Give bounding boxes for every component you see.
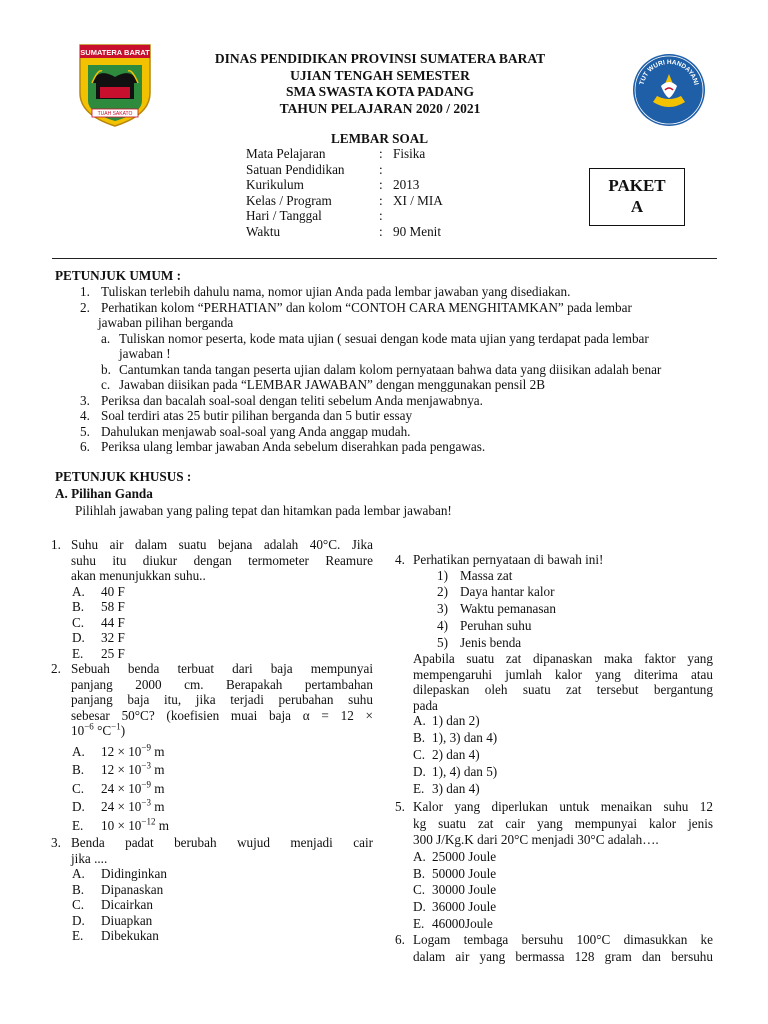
answer-option[interactable]: [395, 882, 713, 899]
question-line: [51, 851, 377, 867]
question-line: [51, 553, 377, 569]
answer-option[interactable]: [51, 760, 377, 779]
paket-box: [589, 168, 685, 226]
instruction-number: 2.: [80, 299, 90, 315]
question-text: panjang baja itu, jika terjadi perubahan suhu: [71, 692, 373, 707]
coefficient-close: ): [120, 723, 126, 738]
option-text: 36000 Joule: [432, 899, 497, 915]
specific-instructions-title: PETUNJUK KHUSUS :: [55, 469, 192, 484]
option-mantissa: 10 × 10: [101, 817, 142, 833]
general-instructions-title: PETUNJUK UMUM :: [55, 268, 181, 283]
question-text: 300 J/Kg.K dari 20°C menjadi 30°C adalah….: [413, 832, 659, 848]
option-letter: A.: [72, 583, 85, 599]
coefficient-exponent: −6: [84, 721, 94, 732]
info-row: [246, 193, 443, 209]
section-instruction: Pilihlah jawaban yang paling tepat dan hitamkan pada lembar jawaban!: [75, 503, 452, 518]
option-letter: C.: [72, 780, 85, 796]
info-value: XI / MIA: [393, 192, 443, 208]
option-letter: E.: [413, 781, 425, 797]
answer-option[interactable]: [395, 730, 713, 747]
instruction-item: [0, 284, 768, 300]
option-text: 1), 3) dan 4): [432, 730, 498, 746]
question-text: mempengaruhi jumlah kalor yang diterima atau: [413, 666, 713, 682]
svg-text:TUT WURI HANDAYANI: TUT WURI HANDAYANI: [638, 58, 700, 86]
statement-text: Massa zat: [460, 567, 513, 583]
answer-option[interactable]: [395, 899, 713, 916]
logo-banner-text: SUMATERA BARAT: [80, 48, 150, 57]
info-colon: :: [379, 161, 383, 177]
info-value: 2013: [393, 177, 420, 192]
option-exponent: −12: [141, 816, 156, 827]
info-label: Satuan Pendidikan: [246, 161, 345, 177]
option-text: Diuapkan: [101, 912, 153, 928]
question-line: [395, 552, 713, 568]
option-unit: m: [155, 817, 170, 833]
info-value: Fisika: [393, 146, 426, 161]
info-row: [246, 177, 443, 193]
instruction-item: [0, 393, 768, 409]
info-colon: :: [379, 208, 383, 223]
statement-text: Jenis benda: [460, 634, 522, 650]
option-letter: B.: [72, 881, 85, 897]
statement-number: 3): [437, 601, 448, 617]
header-divider: [52, 258, 717, 259]
option-text: Didinginkan: [101, 866, 167, 881]
question-line: [51, 568, 377, 584]
answer-option[interactable]: [51, 882, 377, 898]
question-line: [395, 799, 713, 816]
option-unit: m: [150, 743, 165, 759]
option-exponent: −3: [141, 797, 151, 808]
question-text: Suhu air dalam suatu bejana adalah 40°C. Jika: [71, 537, 373, 552]
option-letter: C.: [413, 747, 426, 763]
info-label: Waktu: [246, 223, 281, 239]
question-text: Sebuah benda terbuat dari baja mempunyai: [71, 661, 373, 676]
option-letter: C.: [72, 614, 85, 630]
option-text: 30000 Joule: [432, 882, 497, 898]
question-line: [51, 537, 377, 553]
option-text: [101, 781, 165, 797]
option-text: [101, 799, 165, 815]
paket-label: PAKET: [608, 176, 666, 195]
subject-info: [246, 146, 443, 239]
option-letter: D.: [72, 912, 85, 928]
instruction-item: [0, 439, 768, 455]
option-text: 50000 Joule: [432, 865, 497, 881]
instruction-item: [0, 377, 768, 393]
question-line: [395, 667, 713, 683]
option-text: Dipanaskan: [101, 881, 164, 897]
instruction-item: [0, 408, 768, 424]
question-number: 3.: [51, 835, 61, 850]
question-line: [51, 835, 377, 851]
option-letter: E.: [72, 928, 84, 943]
statement-item: [395, 618, 713, 635]
answer-option[interactable]: [51, 928, 377, 944]
answer-option[interactable]: [395, 764, 713, 781]
question-number: 5.: [395, 799, 405, 815]
option-text: 2) dan 4): [432, 747, 480, 763]
instruction-number: a.: [101, 330, 111, 346]
answer-option[interactable]: [51, 742, 377, 761]
option-letter: B.: [413, 730, 426, 746]
instruction-text: Perhatikan kolom “PERHATIAN” dan kolom “CONTOH CARA MENGHITAMKAN” pada lembar: [101, 299, 632, 315]
header-line-1: DINAS PENDIDIKAN PROVINSI SUMATERA BARAT: [214, 51, 546, 66]
paket-code: A: [630, 197, 644, 216]
question-line: [51, 661, 377, 677]
option-text: 58 F: [101, 599, 125, 614]
option-text: 46000Joule: [432, 915, 493, 931]
instruction-text-cont: jawaban pilihan berganda: [98, 315, 234, 330]
info-row: [246, 146, 443, 162]
instruction-item: [0, 424, 768, 440]
option-exponent: −3: [141, 760, 151, 771]
question-line: [71, 723, 377, 739]
answer-option[interactable]: [395, 713, 713, 730]
option-letter: A.: [72, 866, 85, 881]
question-text: akan menunjukkan suhu..: [71, 568, 206, 583]
option-text: 44 F: [101, 614, 125, 630]
question-number: 4.: [395, 552, 405, 567]
question-line: [395, 698, 713, 714]
question-text: Benda padat berubah wujud menjadi cair: [71, 835, 373, 850]
option-mantissa: 24 × 10: [101, 780, 142, 796]
question-line: [51, 708, 377, 724]
info-label: Kurikulum: [246, 177, 304, 192]
question-line: [395, 832, 713, 849]
option-letter: D.: [413, 899, 426, 915]
option-letter: B.: [72, 762, 85, 777]
logo-ribbon-text: TUAH SAKATO: [97, 111, 133, 117]
section-multiple-choice: A. Pilihan Ganda: [55, 486, 153, 501]
coefficient-base: 10: [71, 723, 85, 738]
question-number: 2.: [51, 661, 61, 676]
instruction-item: [0, 362, 768, 378]
answer-option[interactable]: [395, 866, 713, 883]
statement-number: 2): [437, 584, 448, 600]
answer-option[interactable]: [395, 849, 713, 866]
option-text: 40 F: [101, 583, 125, 599]
instruction-number: c.: [101, 377, 111, 392]
info-colon: :: [379, 192, 383, 208]
answer-option[interactable]: [51, 866, 377, 882]
info-row: [246, 224, 443, 240]
option-exponent: −9: [141, 779, 151, 790]
option-letter: E.: [413, 915, 425, 931]
statement-text: Waktu pemanasan: [460, 601, 556, 617]
option-mantissa: 12 × 10: [101, 762, 142, 777]
question-text: Perhatikan pernyataan di bawah ini!: [413, 552, 604, 567]
option-unit: m: [150, 780, 165, 796]
info-row: [246, 208, 443, 224]
question-text: Kalor yang diperlukan untuk menaikan suhu 12: [413, 799, 713, 815]
option-letter: C.: [413, 882, 426, 898]
option-letter: D.: [413, 764, 426, 780]
question-line: [395, 651, 713, 667]
answer-option[interactable]: [51, 599, 377, 615]
statement-item: [395, 584, 713, 601]
question-column-right: [395, 552, 713, 966]
instruction-number: 4.: [80, 408, 90, 423]
instruction-item: [0, 300, 768, 316]
option-exponent: −9: [141, 742, 151, 753]
question-text: kg suatu zat cair yang mempunyai kalor jenis: [413, 815, 713, 831]
question-line: [395, 949, 713, 966]
instruction-number: b.: [101, 361, 111, 377]
header-line-4: TAHUN PELAJARAN 2020 / 2021: [279, 100, 481, 116]
option-text: 1) dan 2): [432, 713, 480, 729]
option-letter: C.: [72, 897, 85, 912]
question-line: [51, 692, 377, 708]
statement-item: [395, 601, 713, 618]
info-label: Kelas / Program: [246, 192, 332, 208]
option-letter: B.: [72, 599, 85, 614]
question-text: pada: [413, 697, 438, 713]
instruction-text: Cantumkan tanda tangan peserta ujian dalam kolom pernyataan bahwa data yang diisikan adalah benar: [119, 361, 662, 377]
option-text: [101, 818, 169, 834]
info-label: Mata Pelajaran: [246, 146, 326, 161]
statement-number: 1): [437, 567, 448, 583]
instruction-number: 5.: [80, 423, 90, 439]
option-text: 1), 4) dan 5): [432, 764, 498, 780]
option-text: [101, 744, 165, 760]
question-number: 1.: [51, 537, 61, 552]
info-label: Hari / Tanggal: [246, 208, 322, 223]
instruction-text: Tuliskan terlebih dahulu nama, nomor ujian Anda pada lembar jawaban yang disediakan.: [101, 284, 571, 299]
question-text: jika ....: [71, 850, 108, 866]
question-text: panjang 2000 cm. Berapakah pertambahan: [71, 676, 373, 692]
answer-option[interactable]: [51, 646, 377, 662]
question-text: Apabila suatu zat dipanaskan maka faktor yang: [413, 651, 713, 667]
header-line-2: UJIAN TENGAH SEMESTER: [290, 67, 470, 83]
answer-option[interactable]: [51, 897, 377, 913]
option-unit: m: [150, 799, 165, 814]
sheet-title: LEMBAR SOAL: [331, 131, 429, 146]
option-letter: A.: [413, 848, 426, 864]
answer-option[interactable]: [51, 615, 377, 631]
option-text: Dibekukan: [101, 928, 159, 943]
option-letter: D.: [72, 630, 85, 645]
option-text: 25 F: [101, 645, 125, 661]
statement-number: 4): [437, 617, 448, 633]
option-text: 32 F: [101, 630, 125, 645]
statement-number: 5): [437, 634, 448, 650]
school-header: [150, 51, 610, 117]
question-line: [51, 677, 377, 693]
option-letter: D.: [72, 799, 85, 814]
answer-option[interactable]: [51, 584, 377, 600]
option-text: 3) dan 4): [432, 781, 480, 797]
instruction-number: 3.: [80, 392, 90, 408]
answer-option[interactable]: [51, 797, 377, 816]
option-text: [101, 762, 165, 778]
tut-wuri-handayani-logo: [631, 52, 707, 128]
general-instructions: [0, 284, 768, 455]
option-mantissa: 24 × 10: [101, 799, 142, 814]
info-row: [246, 162, 443, 178]
instruction-number: 1.: [80, 284, 90, 299]
info-value: 90 Menit: [393, 223, 441, 239]
coefficient-unit-exponent: −1: [111, 721, 121, 732]
sumatera-barat-logo: [78, 43, 152, 128]
option-letter: E.: [72, 817, 84, 833]
statement-text: Daya hantar kalor: [460, 584, 555, 600]
answer-option[interactable]: [51, 816, 377, 835]
question-number: 6.: [395, 932, 405, 948]
answer-option[interactable]: [395, 747, 713, 764]
option-text: 25000 Joule: [432, 848, 497, 864]
question-text: sebesar 50°C? (koefisien muai baja α = 12 ×: [71, 707, 373, 723]
option-text: Dicairkan: [101, 897, 153, 912]
question-line: [395, 682, 713, 698]
option-letter: A.: [72, 743, 85, 759]
option-letter: B.: [413, 865, 426, 881]
question-text: suhu itu diukur dengan termometer Reamure: [71, 552, 373, 568]
instruction-text-cont: jawaban !: [119, 346, 171, 361]
instruction-number: 6.: [80, 439, 90, 454]
instruction-item: [0, 331, 768, 347]
instruction-text: Dahulukan menjawab soal-soal yang Anda anggap mudah.: [101, 423, 411, 439]
statement-text: Peruhan suhu: [460, 617, 532, 633]
instruction-text: Tuliskan nomor peserta, kode mata ujian ( sesuai dengan kode mata ujian yang terdapat pada lembar: [119, 330, 649, 346]
question-text: dilepaskan oleh suatu zat tersebut bergantung: [413, 682, 713, 698]
question-text: Logam tembaga bersuhu 100°C dimasukkan ke: [413, 932, 713, 948]
option-letter: A.: [413, 713, 426, 729]
header-line-3: SMA SWASTA KOTA PADANG: [286, 84, 474, 99]
instruction-text: Soal terdiri atas 25 butir pilihan berganda dan 5 butir essay: [101, 408, 413, 423]
statement-item: [395, 635, 713, 652]
answer-option[interactable]: [395, 781, 713, 798]
answer-option[interactable]: [51, 630, 377, 646]
info-colon: :: [379, 177, 383, 192]
question-column-left: [51, 537, 377, 944]
instruction-text: Periksa dan bacalah soal-soal dengan teliti sebelum Anda menjawabnya.: [101, 392, 483, 408]
instruction-text: Jawaban diisikan pada “LEMBAR JAWABAN” dengan menggunakan pensil 2B: [119, 377, 545, 392]
option-unit: m: [150, 762, 165, 777]
info-colon: :: [379, 146, 383, 161]
option-letter: E.: [72, 645, 84, 661]
info-colon: :: [379, 223, 383, 239]
answer-option[interactable]: [395, 916, 713, 933]
statement-item: [395, 568, 713, 585]
question-line: [395, 816, 713, 833]
option-mantissa: 12 × 10: [101, 743, 142, 759]
question-text: dalam air yang bermassa 128 gram dan bersuhu: [413, 949, 713, 965]
answer-option[interactable]: [51, 779, 377, 798]
instruction-text: Periksa ulang lembar jawaban Anda sebelum diserahkan pada pengawas.: [101, 439, 486, 454]
coefficient-unit: °C: [93, 723, 112, 738]
answer-option[interactable]: [51, 913, 377, 929]
question-line: [395, 932, 713, 949]
